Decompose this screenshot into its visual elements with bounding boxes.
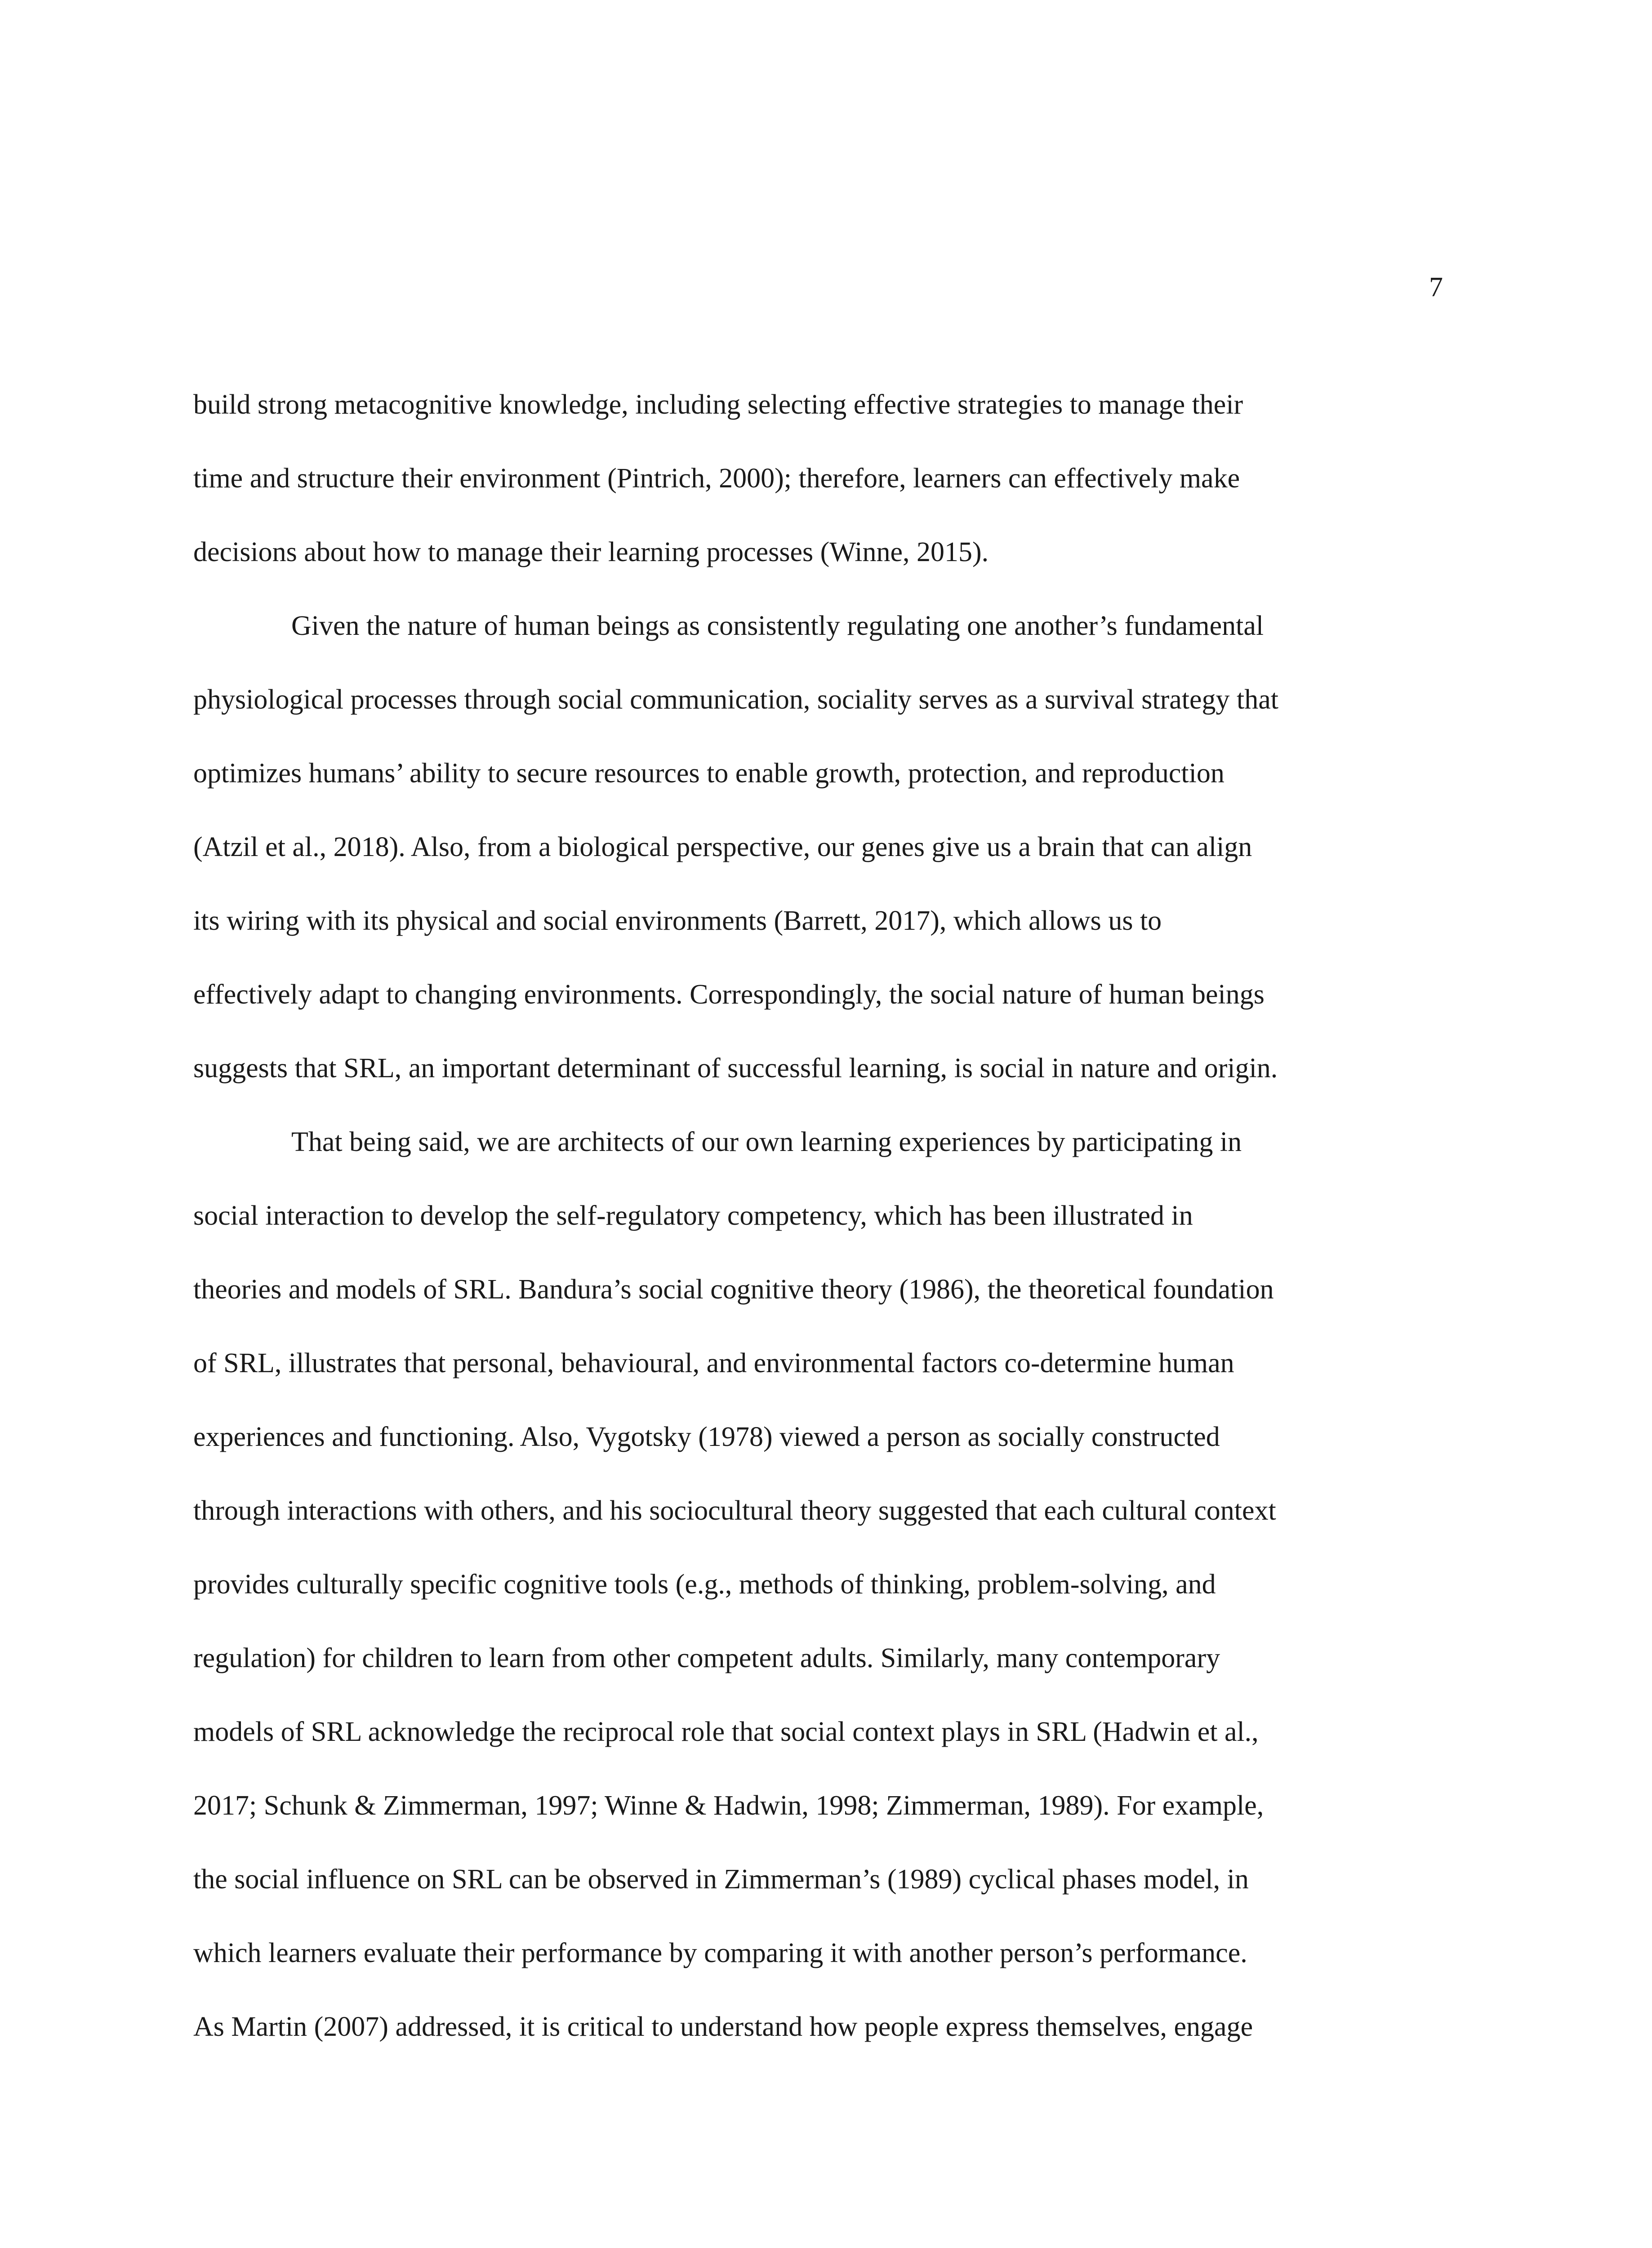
text-line: As Martin (2007) addressed, it is critical to understand how people express themselves, engage <box>193 2012 1253 2042</box>
body-text <box>193 368 1479 2064</box>
paragraph-first-line: Given the nature of human beings as consistently regulating one another’s fundamental <box>291 611 1264 641</box>
text-line: build strong metacognitive knowledge, including selecting effective strategies to manage their <box>193 389 1243 420</box>
text-line: optimizes humans’ ability to secure resources to enable growth, protection, and reproduction <box>193 758 1225 789</box>
text-line: which learners evaluate their performance by comparing it with another person’s performance. <box>193 1938 1247 1968</box>
text-line: models of SRL acknowledge the reciprocal role that social context plays in SRL (Hadwin et al., <box>193 1717 1259 1747</box>
page-number: 7 <box>1429 272 1443 303</box>
text-line: theories and models of SRL. Bandura’s social cognitive theory (1986), the theoretical foundation <box>193 1274 1274 1305</box>
text-line: social interaction to develop the self-regulatory competency, which has been illustrated in <box>193 1200 1193 1231</box>
paragraph-first-line: That being said, we are architects of our own learning experiences by participating in <box>291 1127 1242 1157</box>
text-line: its wiring with its physical and social environments (Barrett, 2017), which allows us to <box>193 905 1162 936</box>
text-line: regulation) for children to learn from other competent adults. Similarly, many contemporary <box>193 1643 1220 1673</box>
text-line: physiological processes through social communication, sociality serves as a survival strategy that <box>193 684 1278 715</box>
text-line: suggests that SRL, an important determinant of successful learning, is social in nature and origin. <box>193 1053 1278 1084</box>
text-line: effectively adapt to changing environments. Correspondingly, the social nature of human beings <box>193 979 1265 1010</box>
text-line: (Atzil et al., 2018). Also, from a biological perspective, our genes give us a brain that can align <box>193 832 1252 862</box>
text-line: decisions about how to manage their learning processes (Winne, 2015). <box>193 537 989 567</box>
text-line: through interactions with others, and his sociocultural theory suggested that each cultural context <box>193 1495 1276 1526</box>
text-line: provides culturally specific cognitive tools (e.g., methods of thinking, problem-solving, and <box>193 1569 1216 1600</box>
text-line: experiences and functioning. Also, Vygotsky (1978) viewed a person as socially constructed <box>193 1422 1220 1452</box>
text-line: the social influence on SRL can be observed in Zimmerman’s (1989) cyclical phases model, in <box>193 1864 1249 1895</box>
text-line: of SRL, illustrates that personal, behavioural, and environmental factors co-determine human <box>193 1348 1234 1378</box>
text-line: 2017; Schunk & Zimmerman, 1997; Winne & Hadwin, 1998; Zimmerman, 1989). For example, <box>193 1790 1264 1821</box>
text-line: time and structure their environment (Pintrich, 2000); therefore, learners can effectively make <box>193 463 1240 494</box>
